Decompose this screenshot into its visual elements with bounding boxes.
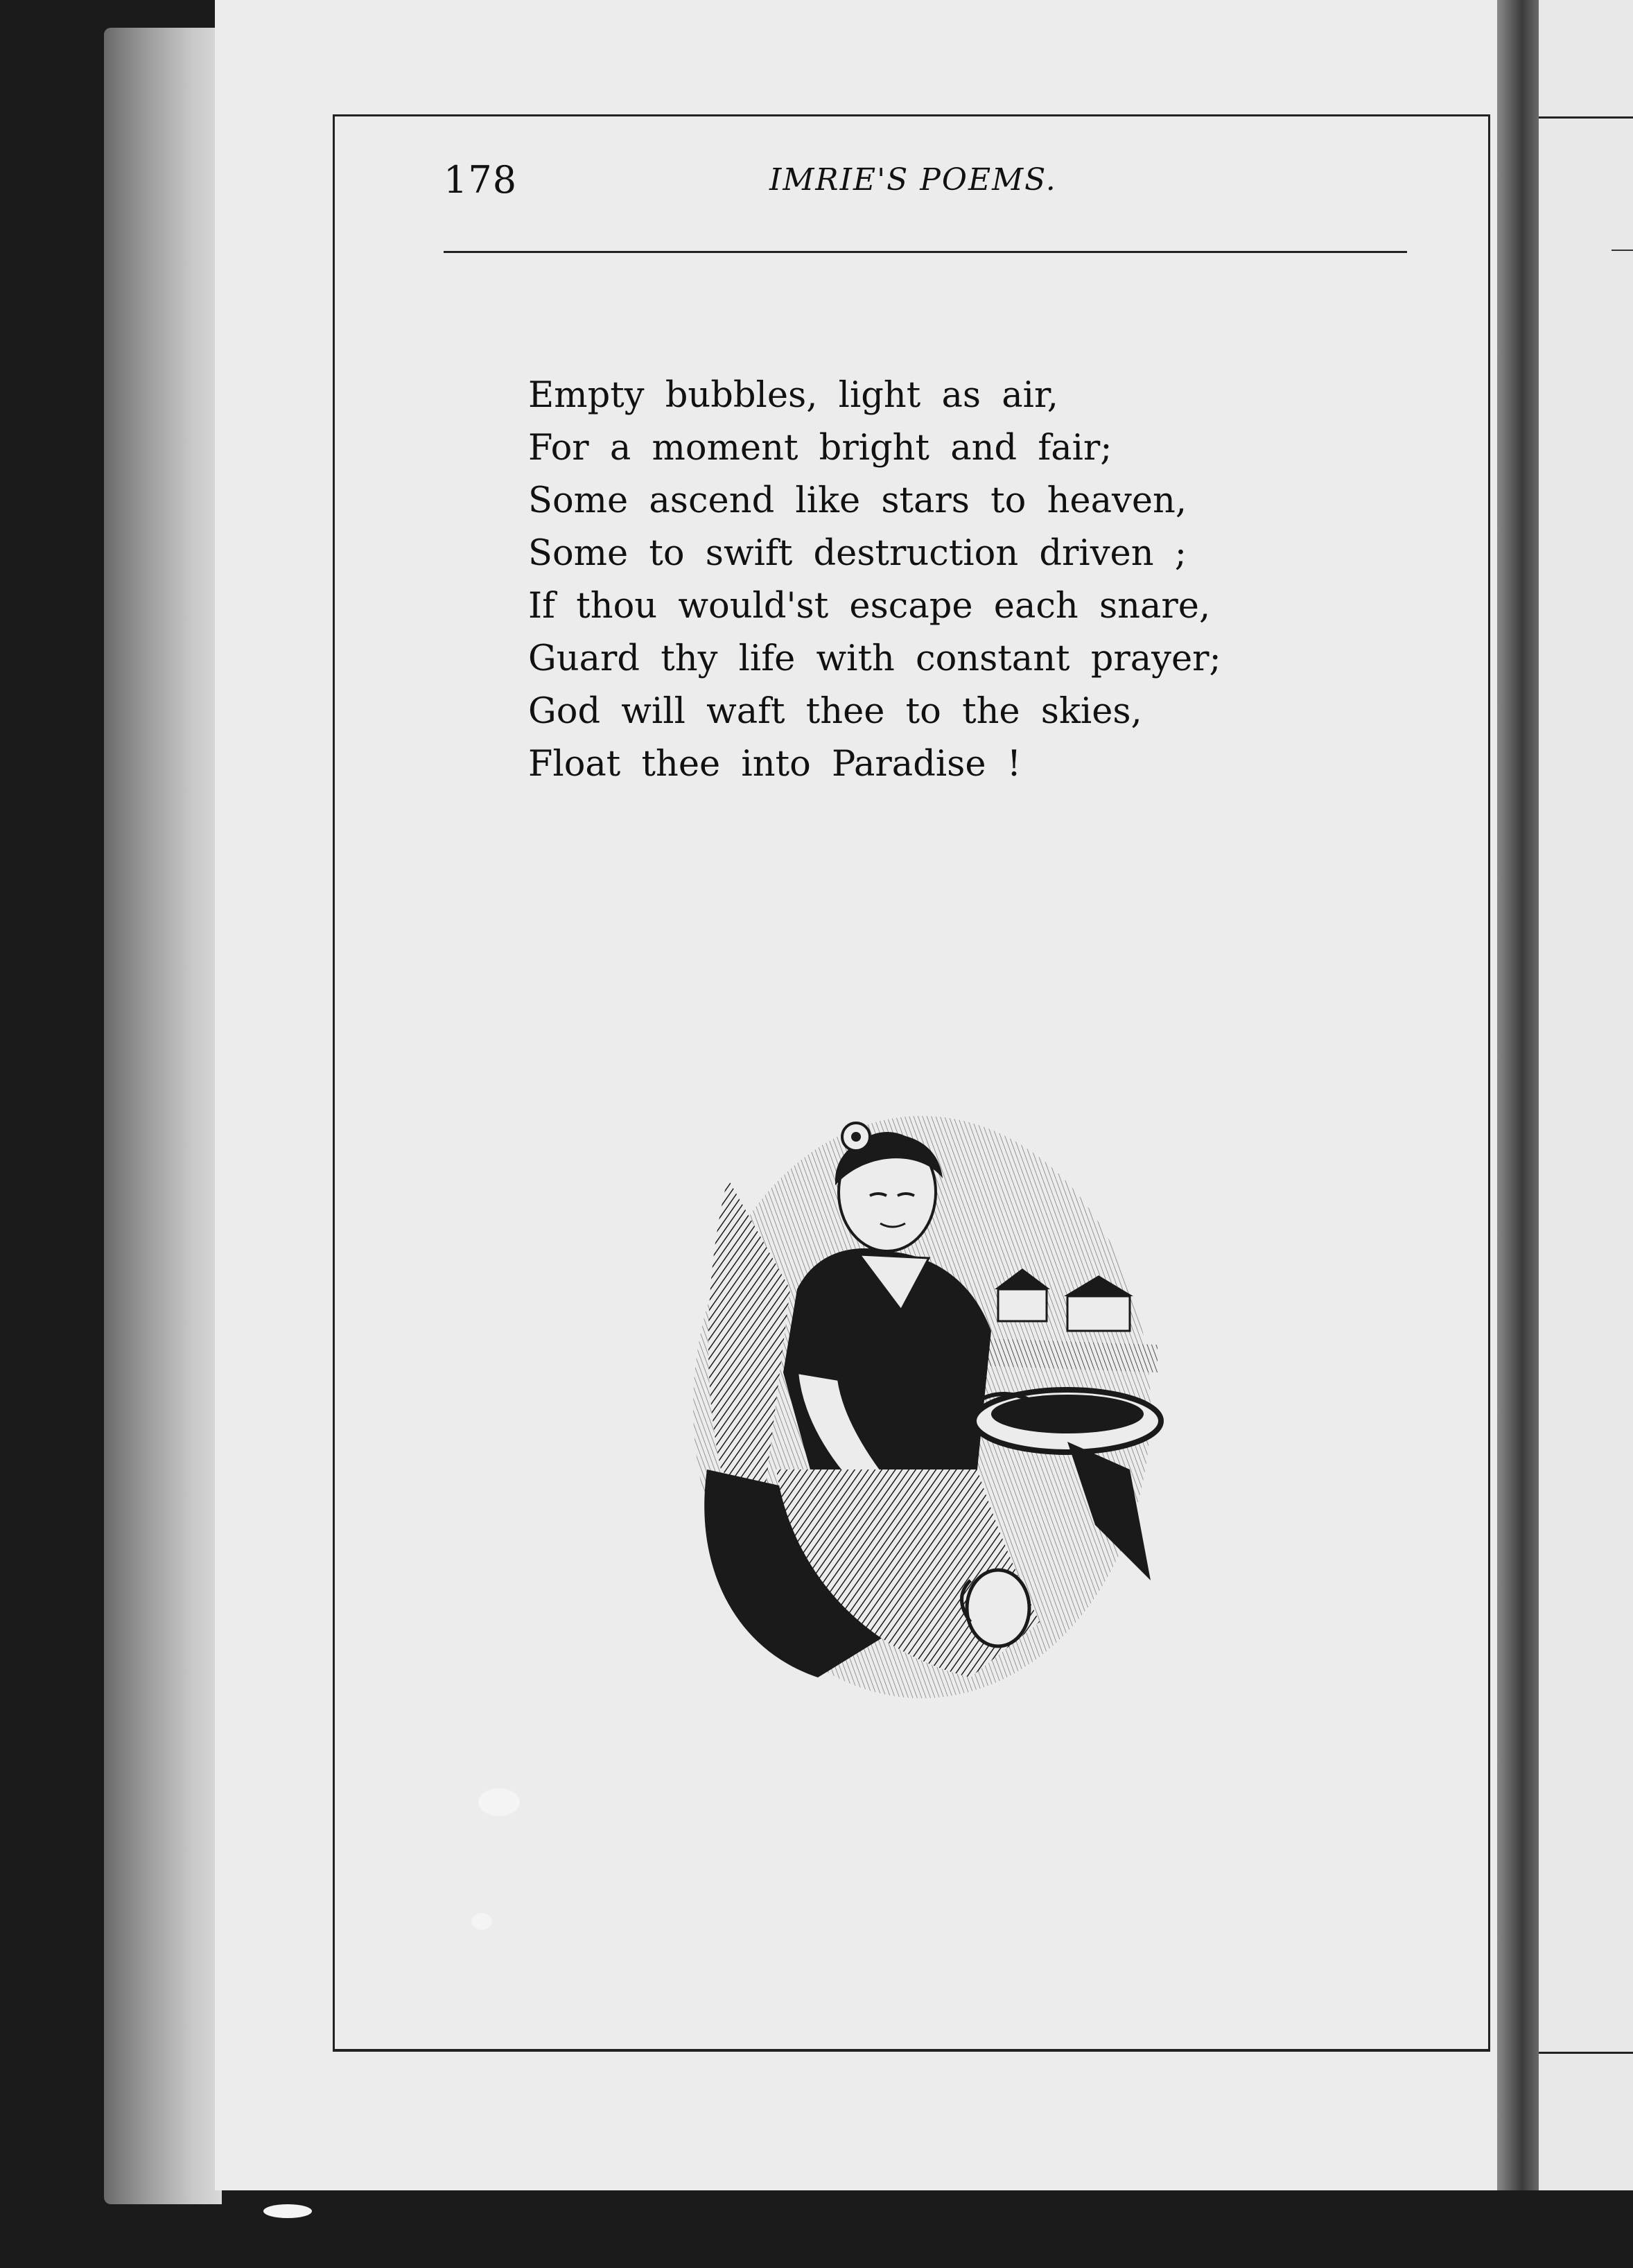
scan-speck [263, 2204, 312, 2218]
header-rule [444, 251, 1407, 253]
poem-line: Some ascend like stars to heaven, [528, 480, 1187, 521]
scan-speck [471, 1913, 492, 1930]
facing-page-sliver [1539, 0, 1633, 2190]
poem-line: Some to swift destruction driven ; [528, 533, 1187, 574]
page-number: 178 [444, 158, 518, 202]
poem-line: Guard thy life with constant prayer; [528, 638, 1221, 679]
book-page-edges [104, 28, 222, 2204]
facing-page-rule-header [1612, 250, 1633, 251]
poem-stanza [528, 369, 1291, 791]
facing-page-rule-bottom [1539, 2052, 1633, 2054]
poem-line: For a moment bright and fair; [528, 428, 1112, 469]
facing-page-rule-top [1539, 116, 1633, 119]
page-header [444, 158, 1407, 207]
book-gutter [1497, 0, 1539, 2190]
poem-line: Float thee into Paradise ! [528, 744, 1022, 785]
poem-line: If thou would'st escape each snare, [528, 586, 1211, 627]
poem-line: Empty bubbles, light as air, [528, 375, 1058, 416]
scan-speck [478, 1788, 520, 1816]
woodcut-woman-with-basin-icon [679, 1081, 1164, 1705]
poem-line: God will waft thee to the skies, [528, 691, 1142, 732]
running-title: IMRIE'S POEMS. [769, 162, 1057, 198]
